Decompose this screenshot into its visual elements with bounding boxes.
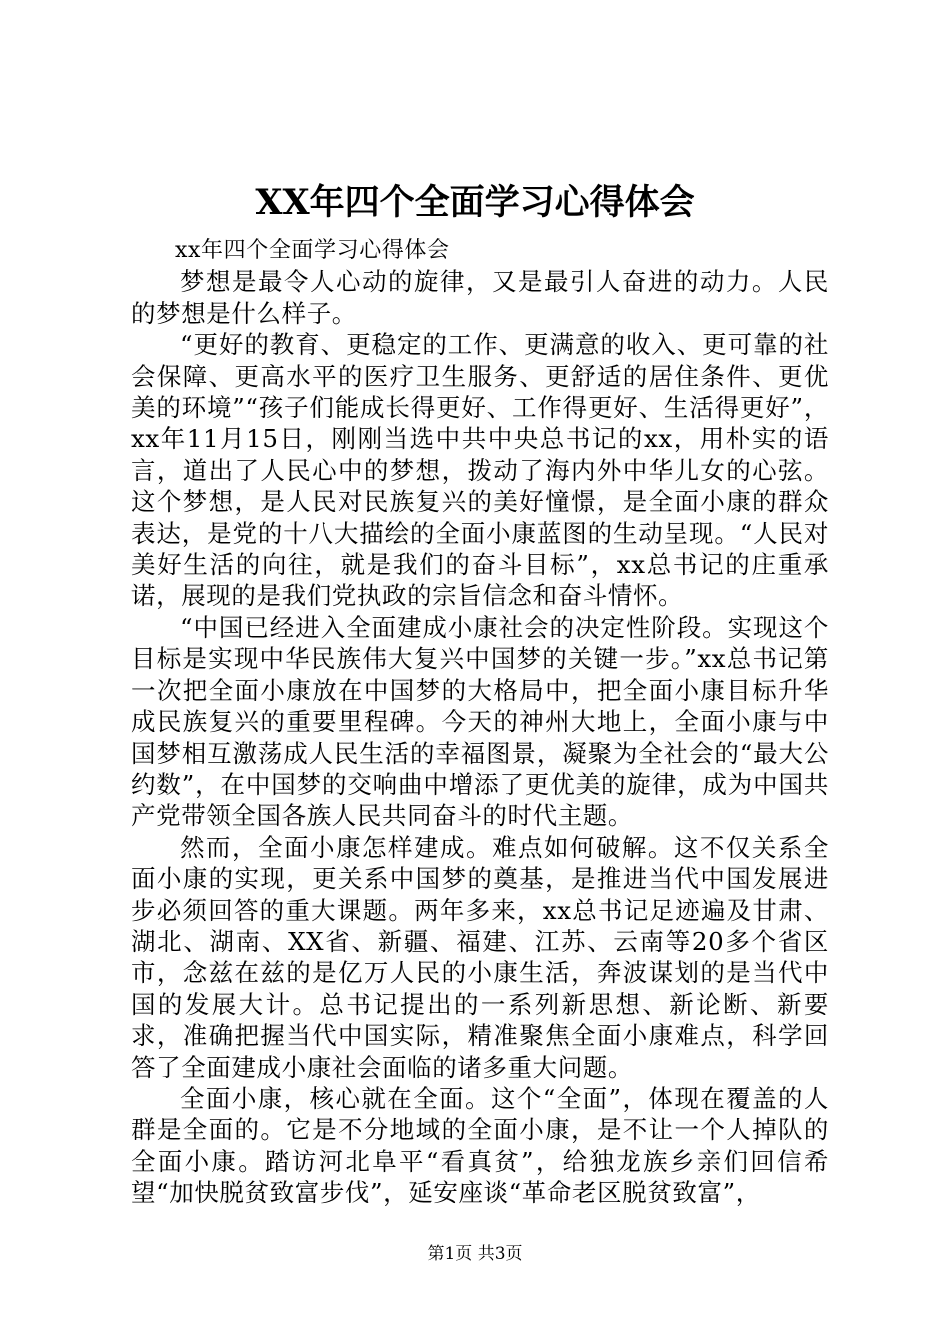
paragraph: “中国已经进入全面建成小康社会的决定性阶段。实现这个目标是实现中华民族伟大复兴中国梦的关键一步。”xx总书记第一次把全面小康放在中国梦的大格局中，把全面小康目标升华成民族复兴的重要里程碑。今天的神州大地上，全面小康与中国梦相互激荡成人民生活的幸福图景，凝聚为全社会的“最大公约数”，在中国梦的交响曲中增添了更优美的旋律，成为中国共产党带领全国各族人民共同奋斗的时代主题。 <box>131 612 829 831</box>
paragraph: “更好的教育、更稳定的工作、更满意的收入、更可靠的社会保障、更高水平的医疗卫生服务、更舒适的居住条件、更优美的环境”“孩子们能成长得更好、工作得更好、生活得更好”，xx年11月15日，刚刚当选中共中央总书记的xx，用朴实的语言，道出了人民心中的梦想，拨动了海内外中华儿女的心弦。这个梦想，是人民对民族复兴的美好憧憬，是全面小康的群众表达，是党的十八大描绘的全面小康蓝图的生动呈现。“人民对美好生活的向往，就是我们的奋斗目标”，xx总书记的庄重承诺，展现的是我们党执政的宗旨信念和奋斗情怀。 <box>131 330 829 611</box>
document-title: XX年四个全面学习心得体会 <box>255 182 695 223</box>
paragraph: 然而，全面小康怎样建成。难点如何破解。这不仅关系全面小康的实现，更关系中国梦的奠基，是推进当代中国发展进步必须回答的重大课题。两年多来，xx总书记足迹遍及甘肃、湖北、湖南、XX省、新疆、福建、江苏、云南等20多个省区市，念兹在兹的是亿万人民的小康生活，奔波谋划的是当代中国的发展大计。总书记提出的一系列新思想、新论断、新要求，准确把握当代中国实际，精准聚焦全面小康难点，科学回答了全面建成小康社会面临的诸多重大问题。 <box>131 832 829 1082</box>
document-body <box>131 235 829 1209</box>
paragraph: 全面小康，核心就在全面。这个“全面”，体现在覆盖的人群是全面的。它是不分地域的全面小康，是不让一个人掉队的全面小康。踏访河北阜平“看真贫”，给独龙族乡亲们回信希望“加快脱贫致富步伐”，延安座谈“革命老区脱贫致富”， <box>131 1083 829 1208</box>
paragraph: 梦想是最令人心动的旋律，又是最引人奋进的动力。人民的梦想是什么样子。 <box>131 267 829 328</box>
paragraph-subtitle: xx年四个全面学习心得体会 <box>175 238 450 263</box>
page-footer: 第1页 共3页 <box>427 1244 523 1264</box>
